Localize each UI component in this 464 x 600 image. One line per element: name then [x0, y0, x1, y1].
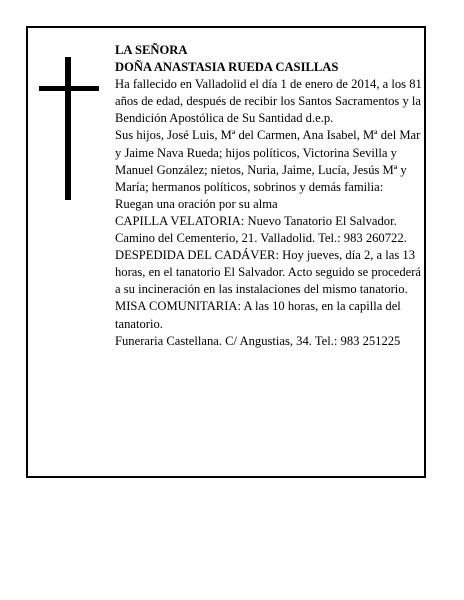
funeral-home-info: Funeraria Castellana. C/ Angustias, 34. Tel.: 983 251225 [115, 333, 401, 348]
notice-text [115, 42, 423, 350]
family-list: Sus hijos, José Luis, Mª del Carmen, Ana Isabel, Mª del Mar y Jaime Nava Rueda; hijos políticos, Victorina Sevilla y Manuel González; nietos, Nuria, Jaime, Lucía, Jesús Mª y María; hermanos políticos, sobrinos y demás familia: [115, 128, 421, 194]
cross-horizontal-bar [39, 86, 99, 91]
obituary-notice [26, 26, 426, 478]
death-announcement: Ha fallecido en Valladolid el día 1 de enero de 2014, a los 81 años de edad, después de recibir los Santos Sacramentos y la Bendición Apostólica de Su Santidad d.e.p. [115, 77, 422, 126]
wake-chapel-info: CAPILLA VELATORIA: Nuevo Tanatorio El Salvador. Camino del Cementerio, 21. Valladolid. Tel.: 983 260722. [115, 213, 407, 246]
deceased-name: DOÑA ANASTASIA RUEDA CASILLAS [115, 60, 339, 75]
prayer-request: Ruegan una oración por su alma [115, 196, 278, 211]
latin-cross-icon [39, 57, 99, 200]
farewell-info: DESPEDIDA DEL CADÁVER: Hoy jueves, día 2, a las 13 horas, en el tanatorio El Salvador. Acto seguido se procederá a su incineración en las instalaciones del mismo tanatorio. [115, 248, 422, 297]
mass-info: MISA COMUNITARIA: A las 10 horas, en la capilla del tanatorio. [115, 299, 401, 331]
notice-title: LA SEÑORA [115, 43, 188, 57]
cross-vertical-bar [65, 57, 71, 200]
